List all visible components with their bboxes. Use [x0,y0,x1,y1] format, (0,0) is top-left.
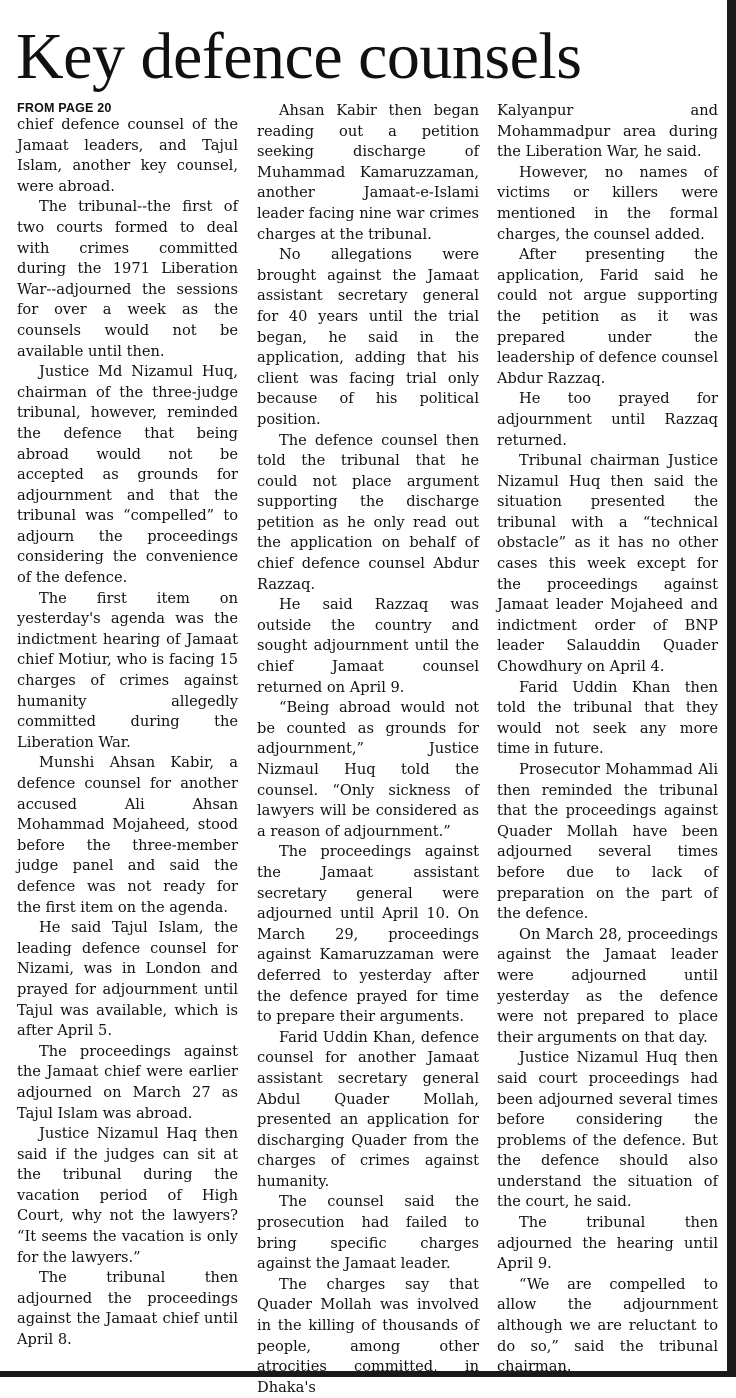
paragraph: Munshi Ahsan Kabir, a defence counsel for another accused Ali Ahsan Mohammad Mojaheed, stood before the three-member judge panel and said the defence was not ready for the first item on the agenda. [17,754,238,916]
paragraph: No allegations were brought against the Jamaat assistant secretary general for 40 years until the trial began, he said in the application, adding that his client was facing trial only because of his political position. [257,246,479,428]
paragraph: Farid Uddin Khan then told the tribunal that they would not seek any more time in future. [497,678,718,758]
paragraph: “We are compelled to allow the adjournment although we are reluctant to do so,” said the tribunal chairman. [497,1275,718,1376]
headline: Key defence counsels [16,20,582,93]
paragraph: “Being abroad would not be counted as grounds for adjournment,” Justice Nizmaul Huq told the counsel. “Only sickness of lawyers will be considered as a reason of adjournment.” [257,699,479,840]
paragraph: chief defence counsel of the Jamaat leaders, and Tajul Islam, another key counsel, were abroad. [17,116,238,195]
paragraph: Justice Nizamul Huq then said court proceedings had been adjourned several times before considering the problems of the defence. But the defence should also understand the situation of the court, he said. [497,1049,718,1211]
jump-label: FROM PAGE 20 [17,101,112,115]
paragraph: The charges say that Quader Mollah was involved in the killing of thousands of people, among other atrocities committed, in Dhaka's [257,1275,479,1396]
paragraph: He too prayed for adjournment until Razzaq returned. [497,390,718,449]
paragraph: He said Razzaq was outside the country and sought adjournment until the chief Jamaat counsel returned on April 9. [257,596,479,696]
paragraph: However, no names of victims or killers were mentioned in the formal charges, the counsel added. [497,163,718,243]
paragraph: The first item on yesterday's agenda was the indictment hearing of Jamaat chief Motiur, who is facing 15 charges of crimes against humanity allegedly committed during the Liberation War. [17,589,238,751]
page-edge-right [727,0,736,1377]
paragraph: The proceedings against the Jamaat assistant secretary general were adjourned until April 10. On March 29, proceedings against Kamaruzzaman were deferred to yesterday after the defence prayed for time to prepare their arguments. [257,843,479,1026]
paragraph: The tribunal then adjourned the proceedings against the Jamaat chief until April 8. [17,1269,238,1349]
paragraph: The tribunal then adjourned the hearing until April 9. [497,1214,718,1273]
paragraph: The proceedings against the Jamaat chief were earlier adjourned on March 27 as Tajul Islam was abroad. [17,1042,238,1122]
article-column-1 [17,101,238,1351]
paragraph: The defence counsel then told the tribunal that he could not place argument supporting the discharge petition as he only read out the application on behalf of chief defence counsel Abdur Razzaq. [257,431,479,593]
paragraph: Ahsan Kabir then began reading out a petition seeking discharge of Muhammad Kamaruzzaman, another Jamaat-e-Islami leader facing nine war crimes charges at the tribunal. [257,102,479,243]
paragraph: Tribunal chairman Justice Nizamul Huq then said the situation presented the tribunal with a “technical obstacle” as it has no other cases this week except for the proceedings against Jamaat leader Mojaheed and indictment order of BNP leader Salauddin Quader Chowdhury on April 4. [497,452,718,676]
paragraph: Farid Uddin Khan, defence counsel for another Jamaat assistant secretary general Abdul Quader Mollah, presented an application for discharging Quader from the charges of crimes against humanity. [257,1028,479,1190]
paragraph: After presenting the application, Farid said he could not argue supporting the petition as it was prepared under the leadership of defence counsel Abdur Razzaq. [497,246,718,387]
paragraph: Justice Md Nizamul Huq, chairman of the three-judge tribunal, however, reminded the defence that being abroad would not be accepted as grounds for adjournment and that the tribunal was “compelled” to adjourn the proceedings considering the convenience of the defence. [17,363,238,587]
paragraph: The tribunal--the first of two courts formed to deal with crimes committed during the 1971 Liberation War--adjourned the sessions for over a week as the counsels would not be available until then. [17,198,238,360]
paragraph: The counsel said the prosecution had failed to bring specific charges against the Jamaat leader. [257,1193,479,1273]
article-column-2 [257,101,479,1398]
paragraph: Prosecutor Mohammad Ali then reminded the tribunal that the proceedings against Quader Mollah have been adjourned several times before due to lack of preparation on the part of the defence. [497,761,718,923]
paragraph: Justice Nizamul Haq then said if the judges can sit at the tribunal during the vacation period of High Court, why not the lawyers? “It seems the vacation is only for the lawyers.” [17,1125,238,1266]
paragraph: On March 28, proceedings against the Jamaat leader were adjourned until yesterday as the defence were not prepared to place their arguments on that day. [497,925,718,1046]
article-column-3 [497,101,718,1378]
paragraph: Kalyanpur and Mohammadpur area during the Liberation War, he said. [497,102,718,161]
paragraph: He said Tajul Islam, the leading defence counsel for Nizami, was in London and prayed for adjournment until Tajul was available, which is after April 5. [17,919,238,1040]
